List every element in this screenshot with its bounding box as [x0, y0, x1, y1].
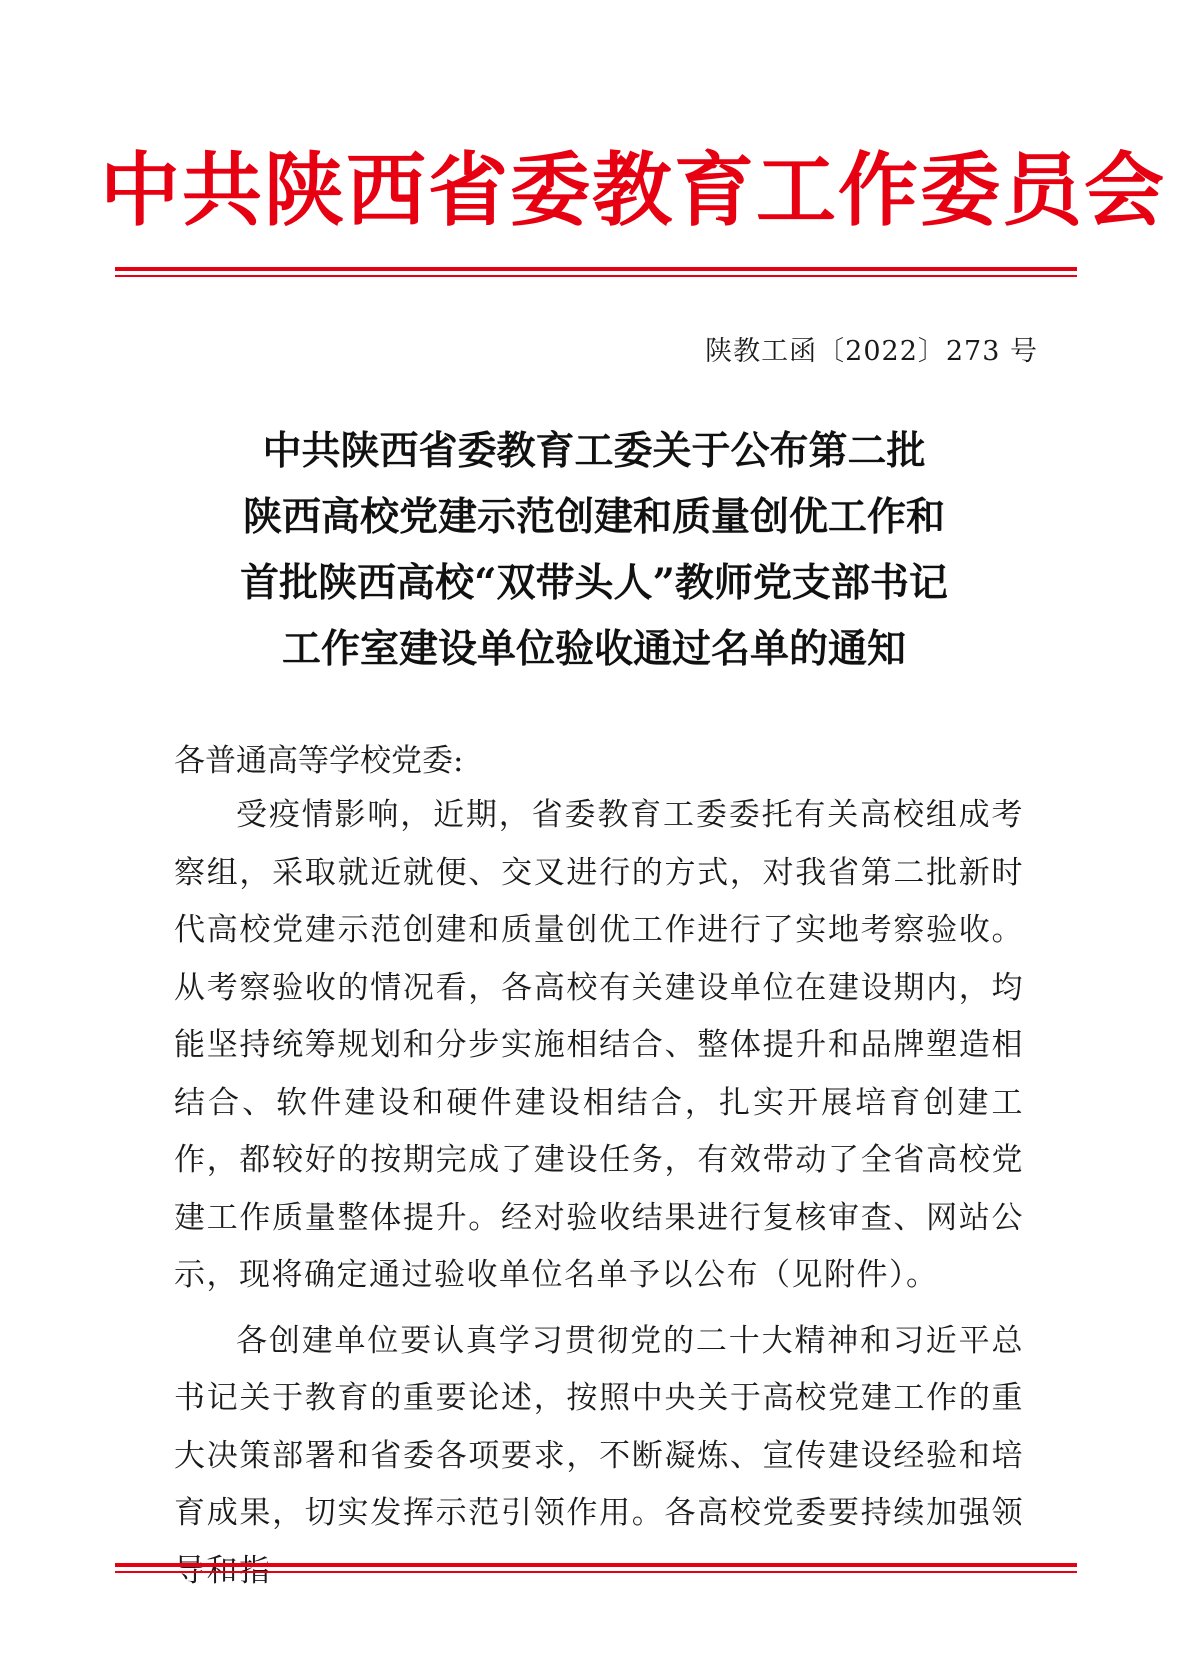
title-line-1: 中共陕西省委教育工委关于公布第二批: [262, 428, 926, 474]
salutation: 各普通高等学校党委:: [174, 743, 464, 779]
title-line-2: 陕西高校党建示范创建和质量创优工作和: [242, 494, 945, 540]
title-line-4: 工作室建设单位验收通过名单的通知: [281, 626, 906, 672]
document-body: [174, 735, 1024, 1608]
footer-red-rule: [115, 1563, 1077, 1573]
body-paragraph-2: 各创建单位要认真学习贯彻党的二十大精神和习近平总书记关于教育的重要论述，按照中央关于高校党建工作的重大决策部署和省委各项要求，不断凝炼、宣传建设经验和培育成果，切实发挥示范引领作用。各高校党委要持续加强领: [174, 1322, 1024, 1531]
header-red-rule-thin: [115, 275, 1077, 277]
document-number: 陕教工函〔2022〕273 号: [705, 336, 1038, 367]
footer-red-rule-thin: [115, 1571, 1077, 1573]
document-title: [100, 418, 1088, 682]
header-red-rule: [115, 267, 1077, 277]
title-line-3: 首批陕西高校“双带头人”教师党支部书记: [240, 560, 948, 606]
body-paragraph-1: 受疫情影响，近期，省委教育工委委托有关高校组成考察组，采取就近就便、交叉进行的方式，对我省第二批新时代高校党建示范创建和质量创优工作进行了实地考察验收。从考察验收的情况看，各高校有关建设单位在建设期内，均能坚持统筹规划和分步实施相结合、整体提升和品牌塑造相结合、软件建设和硬件建设相结合，扎实开展培育创建工作，都较好的按期完成了建设任务，有效带动了全省高校党建工作质量整体提升。经对验收结果进行复核审查、网站公示，现将确定通过验收单位名单予以公布（见附件）。: [174, 797, 1024, 1293]
footer-red-rule-thick: [115, 1563, 1077, 1567]
masthead-organization: 中共陕西省委教育工作委员会: [100, 143, 1166, 237]
header-red-rule-thick: [115, 267, 1077, 271]
